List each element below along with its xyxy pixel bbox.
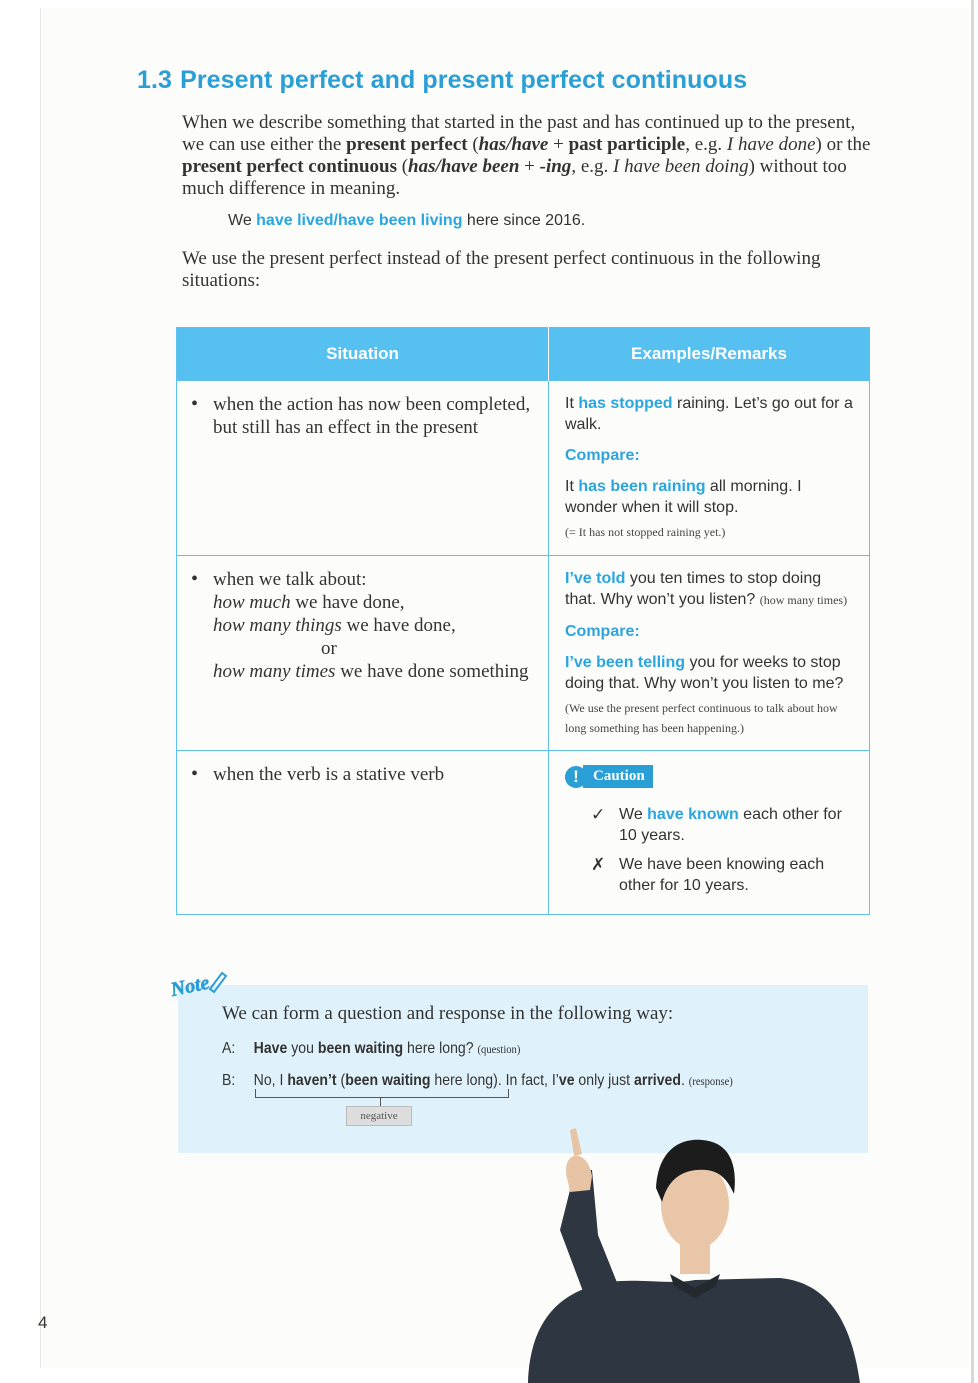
dialogue-bold: haven’t [287,1072,337,1089]
intro-text: ( [396,156,409,177]
dialogue-bold: Have [253,1040,288,1057]
intro-term-past-participle: past participle [568,134,686,155]
bullet-icon: • [191,763,199,785]
situation-cell [177,556,549,751]
note-badge [166,965,228,1004]
situation-text: we have done something [335,661,529,682]
intro-text: ) without too much difference in meaning. [182,156,847,199]
example-line [565,476,855,518]
intro-term-present-perfect: present perfect [346,134,468,155]
example-text: you ten times to stop doing that. Why won’t you listen? [565,570,822,608]
dialogue-text: No, I [253,1072,288,1089]
note-icon [166,965,228,999]
situation-text: we have done, [290,592,405,613]
correct-example [591,804,855,846]
intro-text: , e.g. [571,156,613,177]
intro-text: , e.g. [685,134,727,155]
example-line [565,652,855,694]
intro-formula: has/have been [408,156,520,177]
situation-cell [177,381,549,556]
example-text: each other for 10 years. [619,806,842,844]
example-highlight: I’ve been telling [565,654,686,671]
example-sentence [228,212,585,230]
dialogue-bold: been waiting [345,1072,431,1089]
example-highlight: have lived/have been living [256,212,463,229]
intro-text: ( [467,134,479,155]
situation-text: we have done, [341,615,456,636]
bullet-icon: • [191,568,199,590]
note-text: We can form a question and response in the following way: [222,1003,674,1024]
intro-example: I have done [726,134,816,155]
situation-cell [177,751,549,915]
dialogue-line-b [222,1072,733,1090]
section-number: 1.3 [137,66,173,94]
dialogue-bold: been waiting [317,1040,404,1057]
intro-term-continuous: present perfect continuous [182,156,397,177]
incorrect-example [591,854,855,896]
bullet-icon: • [191,393,199,415]
example-note: (We use the present perfect continuous to talk about how long something has been happening.) [565,701,838,735]
intro-text: + [519,156,540,177]
example-highlight: have known [647,806,739,823]
intro-paragraph [182,112,876,200]
compare-label: Compare: [565,623,640,640]
situation-text: when the verb is a stative verb [213,764,445,785]
dialogue-tag: (question) [477,1042,521,1056]
section-title-text: Present perfect and present perfect continuous [180,66,748,94]
example-note: (= It has not stopped raining yet.) [565,525,726,539]
dialogue-text: only just [574,1072,635,1089]
example-text: raining. Let’s go out for a walk. [565,395,853,433]
speaker-label: B: [222,1072,236,1089]
situation-sub [191,591,534,614]
situations-table [176,327,870,915]
dialogue-text: here long? [403,1040,478,1057]
negative-bracket [255,1089,509,1098]
dialogue-bold: arrived [634,1072,681,1089]
section-title [137,66,747,95]
caution-icon: ! [565,766,587,788]
intro-text: When we describe something that started in the past and has continued up to the present, we can use either the [182,112,856,155]
header-situation: Situation [177,328,549,381]
negative-label: negative [346,1106,412,1126]
dialogue-text: you [287,1040,318,1057]
situation-italic: how much [213,592,291,613]
examples-cell [549,751,870,915]
table-row [177,381,870,556]
examples-cell [549,556,870,751]
speaker-label: A: [222,1040,236,1057]
intro-text: + [548,134,569,155]
example-line [565,568,855,611]
dialogue-tag: (response) [688,1074,733,1088]
table-row [177,556,870,751]
cross-icon: ✗ [591,855,606,874]
situation-or: or [321,638,337,659]
page-edge [971,0,974,1383]
check-icon: ✓ [591,805,606,824]
example-highlight: has stopped [578,395,673,412]
table-row [177,751,870,915]
caution-label: Caution [583,765,653,788]
person-illustration [520,1110,870,1383]
example-text: you for weeks to stop doing that. Why won’t you listen to me? [565,654,844,692]
situation-sub [191,614,534,637]
situation-text: when we talk about: [213,569,367,590]
example-highlight: I’ve told [565,570,626,587]
example-highlight: has been raining [578,478,706,495]
example-text: It [565,478,579,495]
situation-text: when the action has now been completed, but still has an effect in the present [213,394,531,438]
dialogue-bold: ve [558,1072,575,1089]
caution-badge [565,765,855,788]
situation-italic: how many times [213,661,336,682]
header-examples: Examples/Remarks [549,328,870,381]
example-line [565,393,855,435]
compare-label: Compare: [565,447,640,464]
example-text: It [565,395,579,412]
intro-text: ) or the [815,134,871,155]
dialogue-text: . [680,1072,689,1089]
situation-sub [191,660,534,683]
example-text: all morning. I wonder when it will stop. [565,478,802,516]
intro-formula: has/have [478,134,549,155]
note-badge-text: Note [168,971,212,999]
situation-italic: how many things [213,615,342,636]
example-text: here since 2016. [462,212,586,229]
dialogue-text: here long). In fact, I’ [430,1072,559,1089]
page-number: 4 [38,1313,48,1332]
dialogue-line-a [222,1040,520,1058]
intro-example: I have been doing [613,156,749,177]
example-text: We [619,806,648,823]
table-header-row [177,328,870,381]
example-text: We [228,212,257,229]
situations-intro: We use the present perfect instead of the present perfect continuous in the following situations: [182,248,821,291]
examples-cell [549,381,870,556]
dialogue-text: ( [336,1072,346,1089]
intro-formula: -ing [539,156,572,177]
example-note: (how many times) [759,593,848,607]
example-text: We have been knowing each other for 10 years. [619,856,825,894]
